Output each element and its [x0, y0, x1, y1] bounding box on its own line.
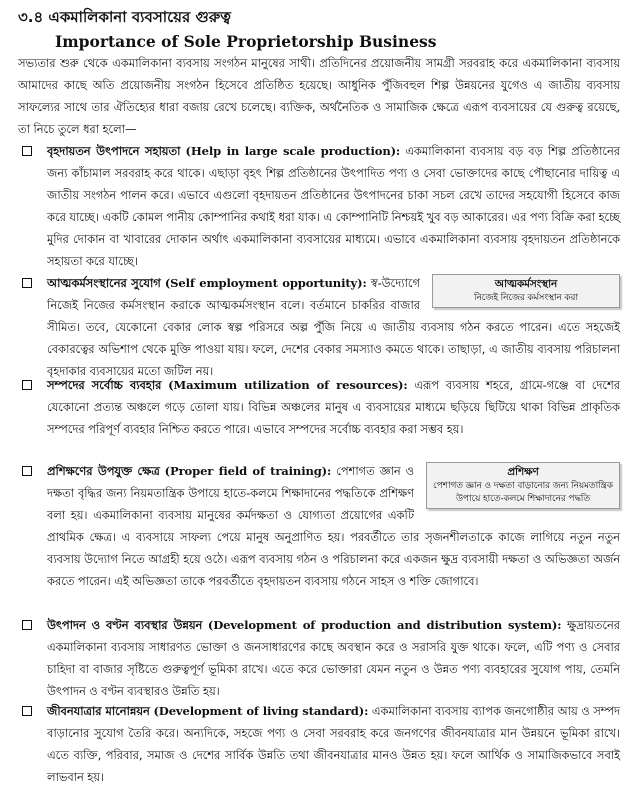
point-text — [47, 272, 620, 382]
point-text — [47, 460, 620, 592]
point-body: একমালিকানা ব্যবসায় ব্যাপক জনগোষ্ঠীর আয় ও সম্পদ বাড়ানোর সুযোগ তৈরি করে। অন্যদিকে, সহজে পণ্য ও সেবা সরবরাহ করে জনগণের জীবনযাত্রার মান উন্নয়নে ভূমিকা রাখে। এতে ব্যক্তি, পরিবার, সমাজ ও দেশের সার্বিক উন্নতি তথা জীবনযাত্রার মানও উন্নত হয়। ফলে আর্থিক ও সামাজিকভাবে সবাই লাভবান হয়। — [47, 704, 620, 784]
point-title-bangla: সম্পদের সর্বোচ্চ ব্যবহার — [47, 378, 162, 392]
point-title-english: (Proper field of training): — [164, 464, 332, 478]
definition-box-title: আত্মকর্মসংস্থান — [494, 278, 558, 290]
checkbox-bullet-icon — [22, 146, 32, 156]
point-body: পেশাগত জ্ঞান ও দক্ষতা বৃদ্ধির জন্য নিয়মতান্ত্রিক উপায়ে হাতে-কলমে শিক্ষাদানের পদ্ধতিকে প্রশিক্ষণ বলা হয়। একমালিকানা ব্যবসায় মানুষের কর্মদক্ষতা ও যোগ্যতা প্রয়োগের একটি প্রাথমিক ক্ষেত্র। এ ব্যবসায়ে সাফল্য পেয়ে মানুষ অনুপ্রাণিত হয়। পরবর্তীতে তার সৃজনশীলতাকে কাজে লাগিয়ে নতুন নতুন ব্যবসায় উদ্যোগ নিতে আগ্রহী হয়ে ওঠে। এরূপ ব্যবসায় গঠন ও পরিচালনা করে একজন ক্ষুদ্র ব্যবসায়ী দক্ষতা ও অভিজ্ঞতা অর্জন করতে পারেন। এই অভিজ্ঞতা তাকে পরবর্তীতে বৃহদায়তন ব্যবসায় গঠনে সাহস ও শক্তি জোগাবে। — [47, 464, 620, 588]
point-text — [47, 614, 620, 702]
point-title-english: (Help in large scale production): — [185, 144, 401, 158]
point-title-english: (Development of living standard): — [153, 704, 369, 718]
point-body: একমালিকানা ব্যবসায় বড় বড় শিল্প প্রতিষ্ঠানের জন্য কাঁচামাল সরবরাহ করে থাকে। এছাড়া বৃহৎ শিল্প প্রতিষ্ঠানের উৎপাদিত পণ্য ও সেবা ভোক্তাদের কাছে পৌছানোর দায়িত্ব এ জাতীয় সংগঠন পালন করে। এভাবে এগুলো বৃহদায়তন প্রতিষ্ঠানের উৎপাদনের চাকা সচল রেখে তাদের সহযোগী হিসেবে কাজ করে যাচ্ছে। একটি কোমল পানীয় কোম্পানির কথাই ধরা যাক। এ কোম্পানিটি নিশ্চয়ই খুব বড় আকারের। এর পণ্য বিক্রি করা হচ্ছে মুদির দোকান বা খাবারের দোকান অর্থাৎ একমালিকানা ব্যবসায়ের মাধ্যমে। এভাবে একমালিকানা ব্যবসায় বৃহদায়তন প্রতিষ্ঠানকে সহায়তা করে যাচ্ছে। — [47, 144, 620, 268]
definition-box — [432, 274, 620, 308]
point-title-bangla: উৎপাদন ও বণ্টন ব্যবস্থার উন্নয়ন — [47, 618, 203, 632]
checkbox-bullet-icon — [22, 466, 32, 476]
point-title-english: (Maximum utilization of resources): — [168, 378, 408, 392]
intro-paragraph: সভ্যতার শুরু থেকে একমালিকানা ব্যবসায় সংগঠন মানুষের সাথী। প্রতিদিনের প্রয়োজনীয় সামগ্রী সরবরাহ করে একমালিকানা ব্যবসায় আমাদের কাছে অতি প্রয়োজনীয় সংগঠন হিসেবে প্রতিষ্ঠিত হয়েছে। আধুনিক পুঁজিবহুল শিল্প উন্নয়নের যুগেও এ জাতীয় ব্যবসায় সাফল্যের সাথে তার ঐতিহ্যের ধারা বজায় রেখে চলেছে। ব্যক্তিক, অর্থনৈতিক ও সামাজিক ক্ষেত্রে এরূপ ব্যবসায়ের যে গুরুত্ব রয়েছে, তা নিচে তুলে ধরা হলো— — [18, 56, 620, 136]
point-title-english: (Development of production and distribution system): — [207, 618, 562, 632]
checkbox-bullet-icon — [22, 706, 32, 716]
point-text — [47, 374, 620, 440]
point-body: এরূপ ব্যবসায় শহরে, গ্রামে-গঞ্জে বা দেশের যেকোনো প্রত্যন্ত অঞ্চলে গড়ে তোলা যায়। বিভিন্ন অঞ্চলের মানুষ এ ব্যবসায়ের মাধ্যমে ছড়িয়ে ছিটিয়ে থাকা বিভিন্ন প্রাকৃতিক সম্পদের পরিপূর্ণ ব্যবহার নিশ্চিত করতে পারে। এভাবে সম্পদের সর্বোচ্চ ব্যবহার করা সম্ভব হয়। — [47, 378, 620, 436]
definition-box-body: পেশাগত জ্ঞান ও দক্ষতা বাড়ানোর জন্য নিয়মতান্ত্রিক উপায়ে হাতে-কলমে শিক্ষাদানের পদ্ধতি — [433, 481, 613, 504]
definition-box — [426, 462, 620, 509]
checkbox-bullet-icon — [22, 620, 32, 630]
point-body: স্ব-উদ্যোগে নিজেই নিজের কর্মসংস্থান করাকে আত্মকর্মসংস্থান বলে। বর্তমানে চাকরির বাজার সীমিত। তবে, যেকোনো বেকার লোক স্বল্প পরিসরে অল্প পুঁজি নিয়ে এ জাতীয় ব্যবসায় গঠন করতে পারেন। এতে সহজেই বেকারত্বের অভিশাপ থেকে মুক্তি পাওয়া যায়। ফলে, দেশের বেকার সমস্যাও কমতে থাকে। তাছাড়া, এ জাতীয় ব্যবসায় পরিচালনা বৃহদাকার ব্যবসায়ের মতো জটিল নয়। — [47, 276, 620, 378]
definition-box-body: নিজেই নিজের কর্মসংস্থান করা — [474, 293, 578, 303]
checkbox-bullet-icon — [22, 380, 32, 390]
section-heading-bangla: ৩.৪ একমালিকানা ব্যবসায়ের গুরুত্ব — [18, 8, 231, 26]
point-title-bangla: প্রশিক্ষণের উপযুক্ত ক্ষেত্র — [47, 464, 160, 478]
checkbox-bullet-icon — [22, 278, 32, 288]
point-text — [47, 700, 620, 788]
point-title-english: (Self employment opportunity): — [164, 276, 367, 290]
point-body: ক্ষুদ্রায়তনের একমালিকানা ব্যবসায় সাধারণত ভোক্তা ও জনসাধারণের কাছে অবস্থান করে ও সরাসরি যুক্ত থাকে। ফলে, এটি পণ্য ও সেবার চাহিদা বা বাজার সৃষ্টিতে গুরুত্বপূর্ণ ভূমিকা রাখে। এতে করে ভোক্তারা যেমন নতুন ও উন্নত পণ্য ব্যবহারের সুযোগ পায়, তেমনি উৎপাদন ও বণ্টন ব্যবস্থারও উন্নতি হয়। — [47, 618, 620, 698]
point-title-bangla: জীবনযাত্রার মানোন্নয়ন — [47, 704, 150, 718]
section-heading-english: Importance of Sole Proprietorship Business — [55, 32, 437, 51]
definition-box-title: প্রশিক্ষণ — [507, 466, 539, 478]
point-title-bangla: আত্মকর্মসংস্থানের সুযোগ — [47, 276, 161, 290]
point-title-bangla: বৃহদায়তন উৎপাদনে সহায়তা — [47, 144, 181, 158]
point-text — [47, 140, 620, 272]
